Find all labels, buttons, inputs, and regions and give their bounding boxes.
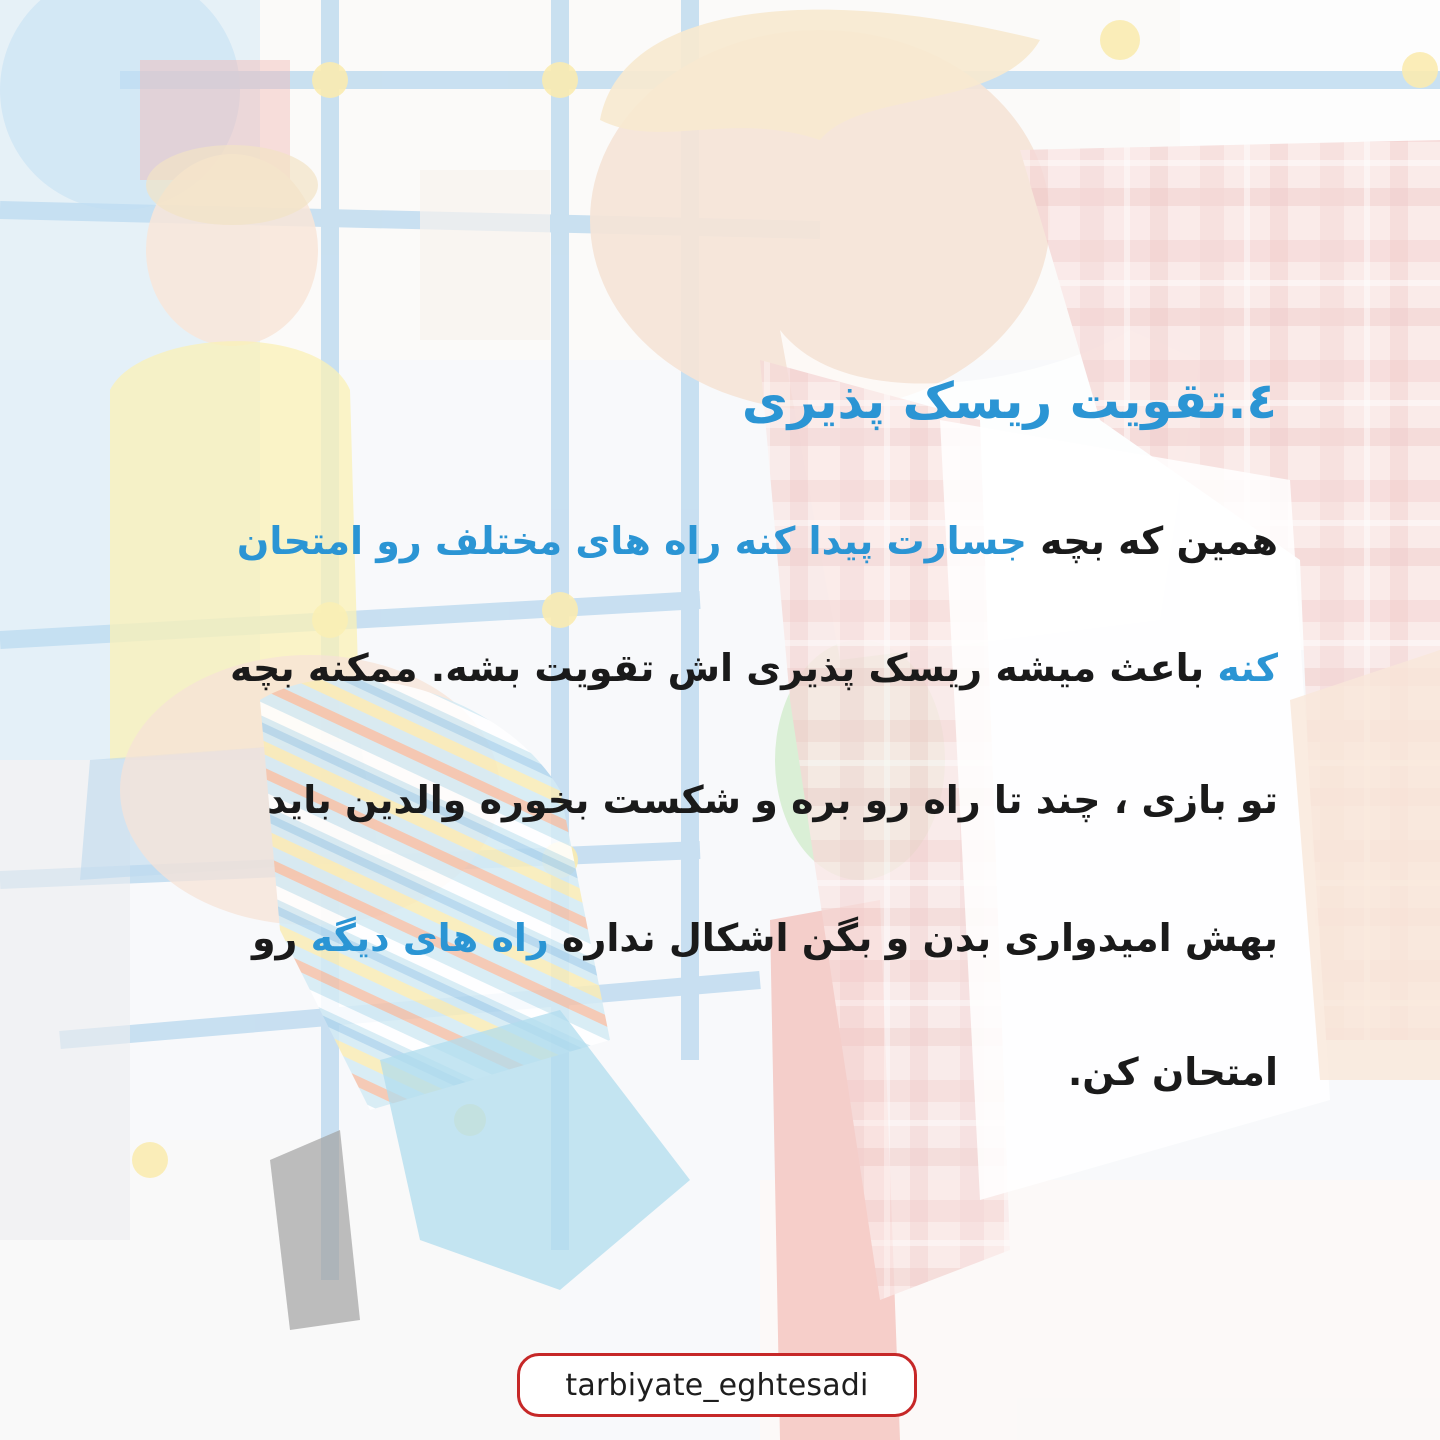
line-4-tail: رو — [251, 916, 311, 960]
line-1-text: همین که بچه — [1026, 519, 1278, 563]
line-4-highlight: راه های دیگه — [310, 916, 549, 960]
paragraph-line-1 — [237, 511, 1278, 571]
line-3-text: تو بازی ، چند تا راه رو بره و شکست بخوره والدین باید — [267, 778, 1278, 822]
line-2-text: باعث میشه ریسک پذیری اش تقویت بشه. ممکنه بچه — [229, 646, 1218, 690]
paragraph-line-4 — [252, 908, 1278, 968]
post-title: ٤.تقویت ریسک پذیری — [741, 372, 1277, 430]
line-2-highlight: کنه — [1217, 646, 1278, 690]
line-1-highlight: جسارت پیدا کنه راه های مختلف رو امتحان — [236, 519, 1027, 563]
instagram-handle-badge[interactable]: tarbiyate_eghtesadi — [517, 1353, 917, 1417]
paragraph-line-3 — [267, 770, 1278, 830]
paragraph-line-5 — [1068, 1042, 1278, 1102]
paragraph-line-2 — [230, 638, 1278, 698]
line-4-text: بهش امیدواری بدن و بگن اشکال نداره — [548, 916, 1278, 960]
line-5-text: امتحان کن. — [1067, 1050, 1278, 1094]
